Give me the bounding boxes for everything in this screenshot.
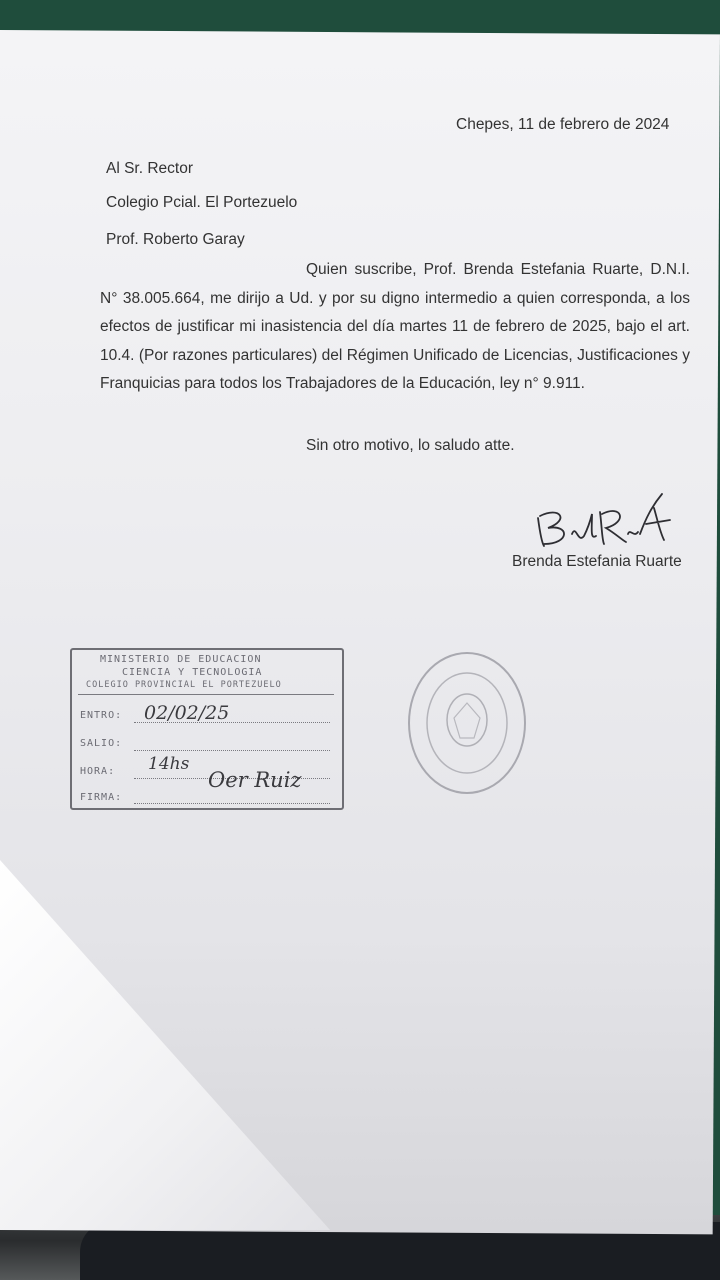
school-seal xyxy=(402,648,532,798)
stamp-hora-value: 14hs xyxy=(148,754,190,774)
stamp-field-hora: HORA: xyxy=(80,766,116,777)
stamp-field-salida: SALIO: xyxy=(80,738,123,749)
stamp-ministry-sub: CIENCIA Y TECNOLOGIA xyxy=(122,667,263,678)
letter-body: Quien suscribe, Prof. Brenda Estefania Ruarte, D.N.I. N° 38.005.664, me dirijo a Ud. y por su digno intermedio a quien corresponda, a los efectos de justificar mi inasistencia del día martes 11 de febrero de 2025, bajo el art. 10.4. (Por razones particulares) del Régimen Unificado de Licencias, Justificaciones y Franquicias para todos los Trabajadores de la Educación, ley n° 9.911. xyxy=(100,261,690,392)
stamp-dots-salida xyxy=(134,750,330,751)
stamp-dots-firma xyxy=(134,803,330,804)
stamp-school: COLEGIO PROVINCIAL EL PORTEZUELO xyxy=(86,680,282,690)
stamp-field-firma: FIRMA: xyxy=(80,792,123,803)
recipient-school: Colegio Pcial. El Portezuelo xyxy=(106,194,298,211)
signer-name: Brenda Estefania Ruarte xyxy=(512,553,682,570)
stamp-divider xyxy=(78,694,334,695)
closing-line: Sin otro motivo, lo saludo atte. xyxy=(306,437,515,454)
stamp-field-entrada: ENTRO: xyxy=(80,710,123,721)
stamp-firma-value: Oer Ruiz xyxy=(208,768,302,792)
handwritten-signature xyxy=(530,488,680,558)
recipient-title: Al Sr. Rector xyxy=(106,160,193,177)
place-date: Chepes, 11 de febrero de 2024 xyxy=(456,116,670,133)
recipient-name: Prof. Roberto Garay xyxy=(106,231,245,248)
stamp-ministry: MINISTERIO DE EDUCACION xyxy=(100,654,262,665)
received-stamp xyxy=(70,648,344,810)
stamp-date-value: 02/02/25 xyxy=(144,702,230,724)
